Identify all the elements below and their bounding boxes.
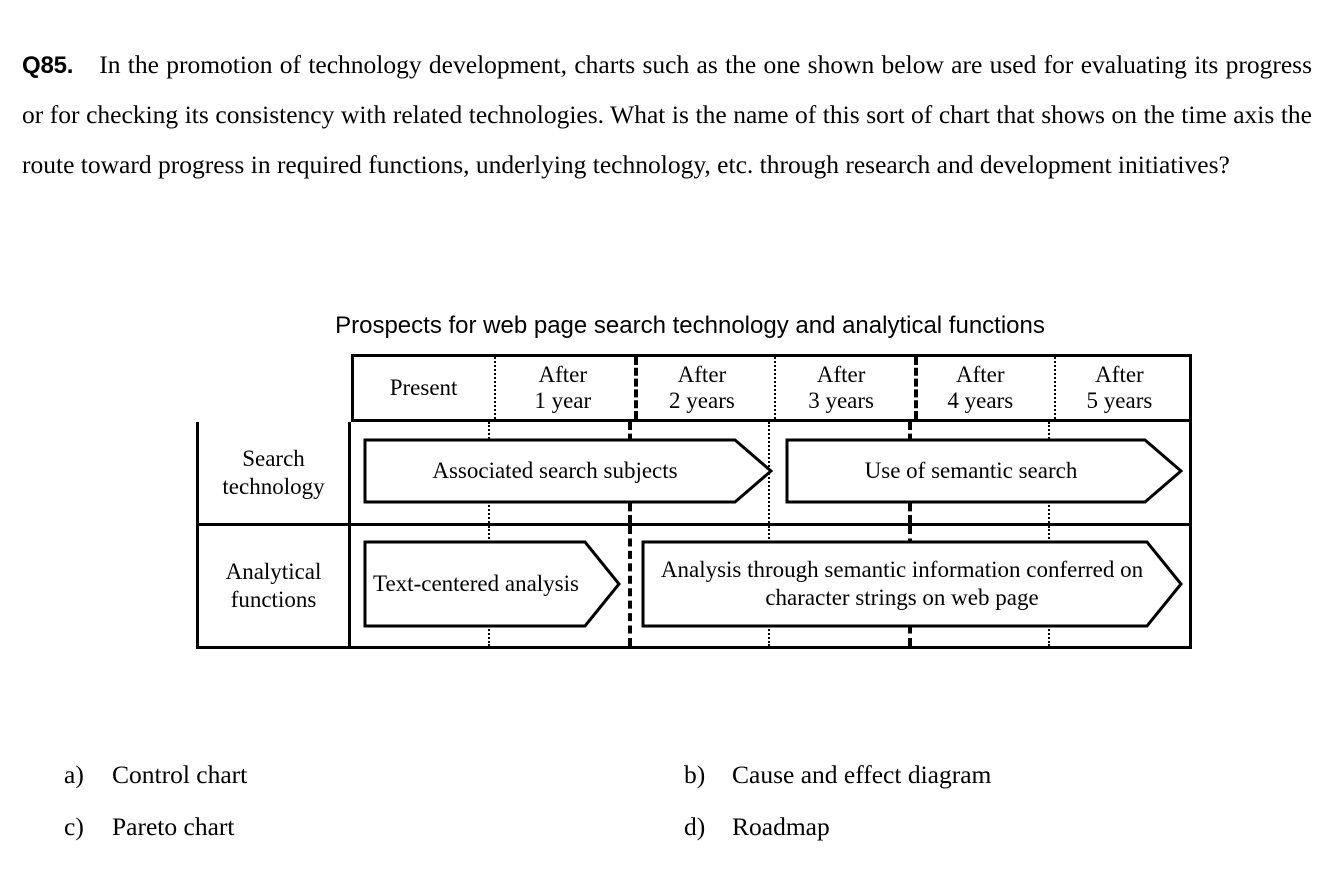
header-line2: 5 years: [1086, 388, 1153, 413]
row-label-line2: technology: [222, 473, 325, 499]
answer-option-c[interactable]: [64, 812, 684, 842]
roadmap-bar-associated-search-subjects: [363, 438, 773, 504]
header-line1: After: [956, 362, 1005, 388]
header-line2: 3 years: [808, 388, 874, 413]
answer-row-2: [64, 812, 1304, 842]
figure-title: Prospects for web page search technology and analytical functions: [335, 312, 1045, 339]
row-track-analytical-functions: [351, 526, 1189, 646]
answer-option-d[interactable]: [684, 812, 830, 842]
bar-label: Text-centered analysis: [373, 571, 579, 597]
answer-options: [64, 760, 1304, 864]
timeline-header-cell: [632, 357, 771, 419]
roadmap-bar-analysis-through-semantic-information: [641, 540, 1183, 628]
roadmap-bar-use-of-semantic-search: [785, 438, 1183, 504]
roadmap-row-analytical-functions: [199, 526, 1189, 646]
answer-text-d: Roadmap: [732, 812, 830, 841]
answer-key-c: c): [64, 812, 84, 841]
answer-text-b: Cause and effect diagram: [732, 760, 992, 789]
answer-text-c: Pareto chart: [112, 812, 235, 841]
bar-label: Analysis through semantic information conferred on character strings on web page: [660, 557, 1144, 610]
roadmap-row-search-technology: [199, 422, 1189, 526]
row-label-analytical-functions: [199, 526, 351, 646]
header-line1: After: [816, 362, 866, 388]
question-text: In the promotion of technology development, charts such as the one shown below are used for evaluating its progress or for checking its consistency with related technologies. What is the name of this sort of chart that shows on the time axis the route toward progress in required functions, underlying technology, etc. through research and development initiatives?: [22, 49, 1312, 180]
roadmap-body: [196, 422, 1192, 649]
divider-2: [628, 526, 632, 646]
header-line2: 2 years: [669, 388, 735, 413]
bar-label: Use of semantic search: [864, 458, 1078, 484]
header-line1: After: [538, 362, 588, 388]
row-track-search-technology: [351, 422, 1189, 523]
timeline-header-cell: [1050, 357, 1189, 419]
header-line1: After: [677, 362, 727, 388]
header-line1: Present: [389, 375, 458, 401]
timeline-header-cell: [772, 357, 911, 419]
row-label-line2: functions: [230, 587, 317, 612]
answer-text-a: Control chart: [112, 760, 248, 789]
roadmap-figure: [0, 312, 1330, 649]
timeline-header-cell: [911, 357, 1050, 419]
roadmap-bar-text-centered-analysis: [363, 540, 621, 628]
row-label-line1: Analytical: [225, 559, 322, 585]
timeline-header-cell: [493, 357, 632, 419]
answer-option-a[interactable]: [64, 760, 684, 790]
question-number: Q85.: [22, 51, 74, 79]
roadmap-chart: [196, 354, 1196, 649]
answer-option-b[interactable]: [684, 760, 991, 790]
row-label-search-technology: [199, 422, 351, 523]
answer-key-a: a): [64, 760, 84, 789]
answer-key-b: b): [684, 760, 706, 789]
header-line2: 4 years: [947, 388, 1014, 413]
bar-label: Associated search subjects: [432, 458, 678, 484]
header-line2: 1 year: [534, 388, 592, 413]
question-paragraph: [22, 40, 1312, 191]
answer-key-d: d): [684, 812, 706, 841]
timeline-header-row: [351, 354, 1192, 422]
question-block: [22, 14, 1312, 216]
timeline-header-cell: [354, 357, 493, 419]
header-line1: After: [1095, 362, 1144, 388]
answer-row-1: [64, 760, 1304, 790]
row-label-line1: Search: [242, 445, 305, 471]
